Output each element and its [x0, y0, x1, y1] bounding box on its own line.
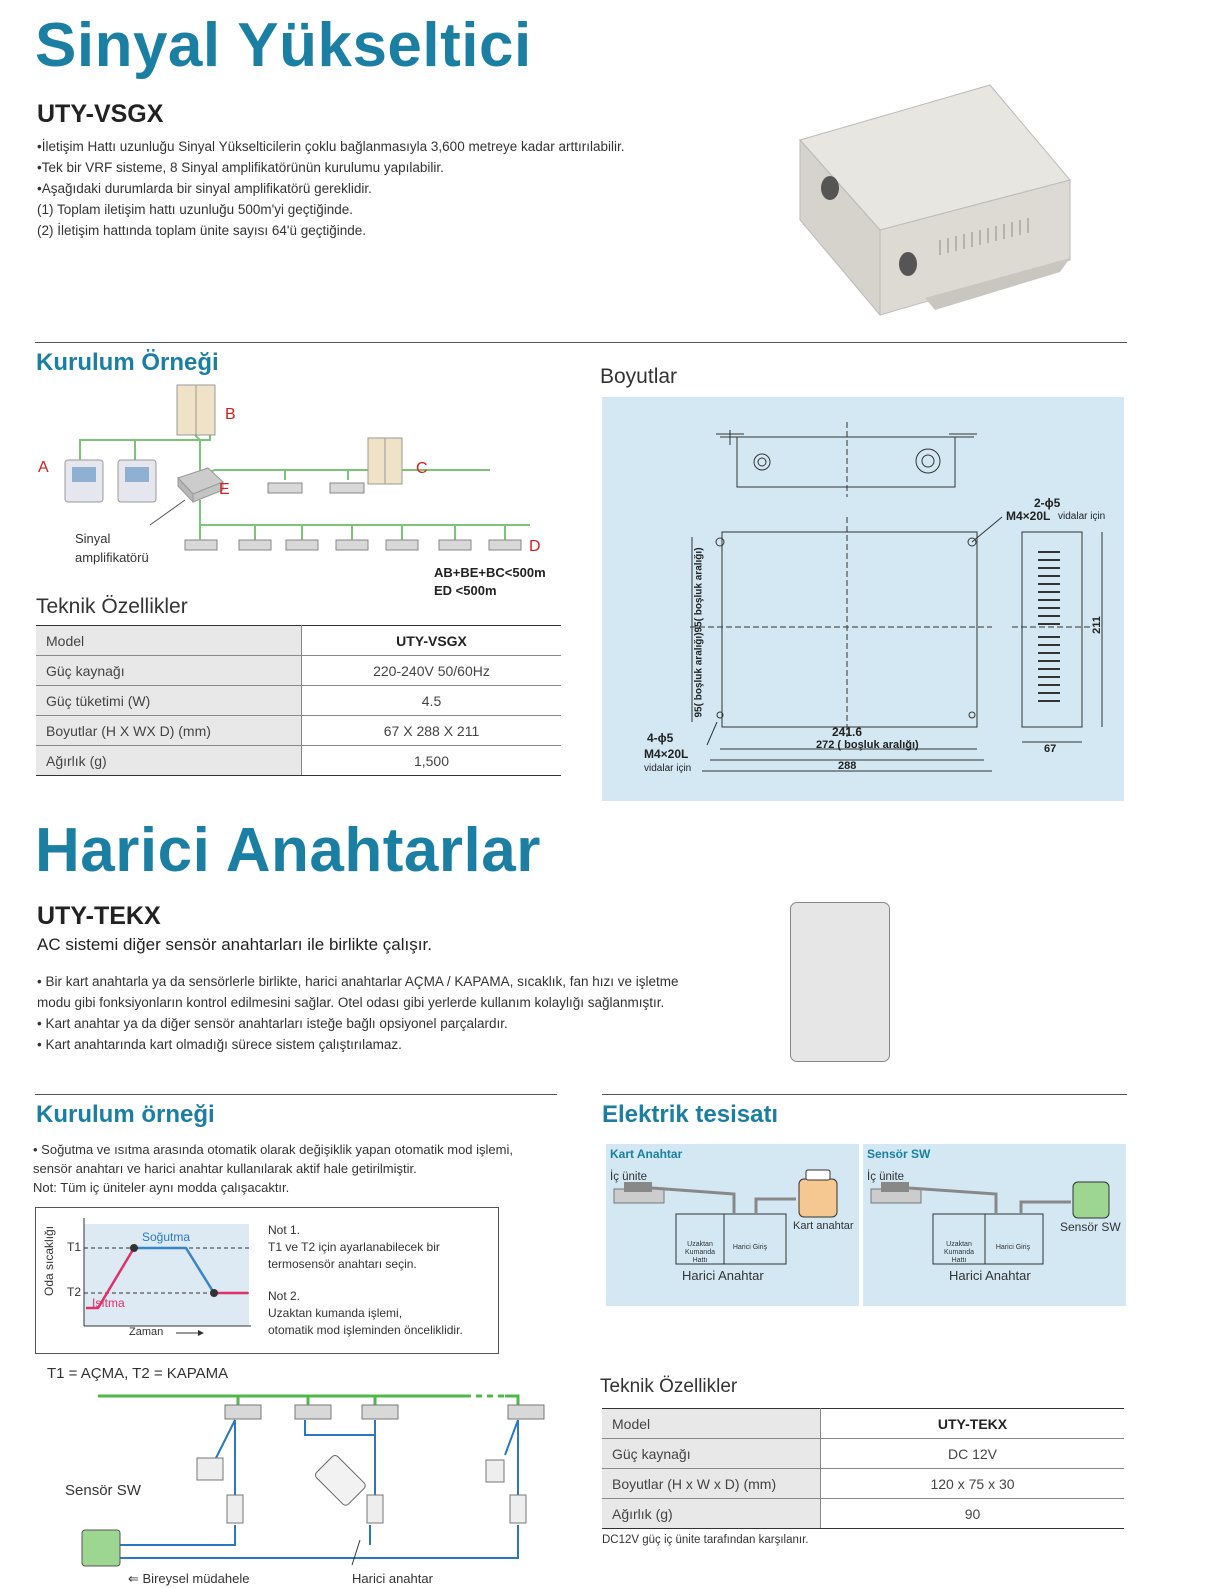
card-switch-title: Kart Anahtar	[610, 1147, 683, 1161]
list-item: •Tek bir VRF sisteme, 8 Sinyal amplifikatörünün kurulumu yapılabilir.	[37, 160, 444, 175]
graph-t2: T2	[67, 1285, 82, 1299]
graph-y-label: Oda sıcaklığı	[42, 1225, 56, 1296]
list-item: • Kart anahtarında kart olmadığı sürece sistem çalıştırılamaz.	[37, 1037, 402, 1052]
indoor-unit-label-2: İç ünite	[867, 1171, 905, 1183]
list-item: • Bir kart anahtarla ya da sensörlerle birlikte, harici anahtarlar AÇMA / KAPAMA, sıcaklık, fan hızı ve işletme	[37, 974, 679, 989]
list-item: •İletişim Hattı uzunluğu Sinyal Yükselticilerin çoklu bağlanmasıyla 3,600 metreye kadar arttırılabilir.	[37, 139, 625, 154]
label-b: B	[225, 406, 236, 423]
divider	[602, 1094, 1127, 1095]
dim-screw-bottom: M4×20L	[644, 747, 689, 761]
remote-line-box: Uzaktan Kumanda Hattı	[685, 1241, 715, 1264]
sensor-sw-wiring	[863, 1144, 1126, 1306]
switch-product-image	[790, 902, 890, 1062]
spec-title: Teknik Özellikler	[36, 595, 188, 618]
graph-x-label: Zaman	[129, 1326, 164, 1338]
dim-screw-bottom-note: vidalar için	[644, 763, 692, 774]
graph-t1: T1	[67, 1240, 82, 1254]
spec-table-2	[602, 1408, 1124, 1529]
list-item: modu gibi fonksiyonların kontrol edilmesini sağlar. Otel odası gibi yerlerde kullanım kolaylığı sağlanmıştır.	[37, 995, 665, 1010]
table-row: Güç kaynağı DC 12V	[602, 1439, 1124, 1469]
dim-width-3: 288	[838, 760, 857, 772]
graph-heat-label: Isıtma	[92, 1296, 125, 1310]
external-input-box-2: Harici Giriş	[995, 1244, 1031, 1251]
mode-graph-box	[35, 1207, 499, 1354]
label-d: D	[529, 538, 541, 555]
table-row: Model UTY-VSGX	[36, 626, 561, 656]
card-switch-wiring	[606, 1144, 859, 1306]
list-item: (2) İletişim hattında toplam ünite sayısı 64'ü geçtiğinde.	[37, 223, 367, 238]
table-row: Ağırlık (g) 90	[602, 1499, 1124, 1529]
indoor-unit-label: İç ünite	[610, 1171, 648, 1183]
external-switch-label-2: Harici Anahtar	[949, 1268, 1031, 1283]
dimensions-title: Boyutlar	[600, 365, 678, 388]
dimensions-drawing	[602, 397, 1124, 801]
table-row: Güç kaynağı 220-240V 50/60Hz	[36, 656, 561, 686]
remote-line-box-2: Uzaktan Kumanda Hattı	[944, 1241, 974, 1264]
dim-holes-bottom: 4-ϕ5	[647, 731, 674, 745]
sensor-sw-title: Sensör SW	[867, 1147, 931, 1161]
table-row: Boyutlar (H x W x D) (mm) 120 x 75 x 30	[602, 1469, 1124, 1499]
sensor-sw-label-2: Sensör SW	[1060, 1220, 1121, 1234]
label-a: A	[38, 459, 49, 476]
spec-title-2: Teknik Özellikler	[600, 1376, 738, 1397]
model-title-2: UTY-TEKX	[37, 902, 161, 930]
dim-height-1: 95( boşluk aralığı)	[693, 547, 705, 633]
dim-screw-top: M4×20L	[1006, 509, 1051, 523]
label-e: E	[219, 481, 230, 498]
dim-screw-top-note: vidalar için	[1058, 511, 1106, 522]
feature-list	[37, 136, 625, 241]
length-formula: AB+BE+BC<500m ED <500m	[434, 565, 546, 598]
section2-subtitle: AC sistemi diğer sensör anahtarları ile birlikte çalışır.	[37, 935, 432, 954]
dim-holes-top: 2-ϕ5	[1034, 496, 1061, 510]
divider	[35, 1094, 557, 1095]
amplifier-product-image	[790, 80, 1080, 320]
graph-note-1: Not 1. T1 ve T2 için ayarlanabilecek bir termosensör anahtarı seçin.	[268, 1223, 440, 1271]
outdoor-unit-c	[368, 438, 402, 484]
sensor-sw-label: Sensör SW	[65, 1482, 141, 1499]
individual-label: ⇐ Bireysel müdahele	[128, 1571, 250, 1586]
list-item: • Kart anahtar ya da diğer sensör anahtarları isteğe bağlı opsiyonel parçalardır.	[37, 1016, 508, 1031]
outdoor-unit-b	[177, 385, 215, 435]
card-switch-label: Kart anahtar	[793, 1220, 854, 1232]
electrical-title: Elektrik tesisatı	[602, 1101, 779, 1128]
install-example-title-2: Kurulum örneği	[36, 1101, 215, 1128]
graph-note-2: Not 2. Uzaktan kumanda işlemi, otomatik mod işleminden önceliklidir.	[268, 1289, 463, 1337]
dim-height-2: 95( boşluk aralığı)	[693, 632, 705, 718]
external-switch-label: Harici anahtar	[352, 1571, 433, 1586]
amplifier-label: Sinyal amplifikatörü	[75, 531, 149, 565]
spec-table	[36, 625, 561, 776]
table-row: Ağırlık (g) 1,500	[36, 746, 561, 776]
table-row: Güç tüketimi (W) 4.5	[36, 686, 561, 716]
dim-depth: 211	[1090, 616, 1103, 634]
table-row: Boyutlar (H X WX D) (mm) 67 X 288 X 211	[36, 716, 561, 746]
dim-width-1: 241.6	[832, 725, 863, 739]
section-title-external-switches: Harici Anahtarlar	[35, 816, 541, 885]
list-item: •Aşağıdaki durumlarda bir sinyal amplifikatörü gereklidir.	[37, 181, 372, 196]
feature-list-2	[37, 971, 679, 1055]
external-input-box: Harici Giriş	[732, 1244, 768, 1251]
dim-side-height: 67	[1044, 743, 1057, 755]
dim-width-2: 272 ( boşluk aralığı)	[816, 739, 919, 751]
table-row: Model UTY-TEKX	[602, 1409, 1124, 1439]
list-item: (1) Toplam iletişim hattı uzunluğu 500m'yi geçtiğinde.	[37, 202, 353, 217]
external-switch-label-1: Harici Anahtar	[682, 1268, 764, 1283]
page-title: Sinyal Yükseltici	[35, 11, 532, 80]
install-example-title: Kurulum Örneği	[36, 349, 219, 376]
model-title: UTY-VSGX	[37, 100, 164, 128]
spec-footnote: DC12V güç iç ünite tarafından karşılanır.	[602, 1534, 809, 1546]
t-line-label: T1 = AÇMA, T2 = KAPAMA	[47, 1365, 229, 1382]
divider	[35, 342, 1127, 343]
graph-cool-label: Soğutma	[142, 1230, 191, 1244]
label-c: C	[416, 460, 428, 477]
install-notes: • Soğutma ve ısıtma arasında otomatik olarak değişiklik yapan otomatik mod işlemi, sensör anahtarı ve harici anahtar kullanılarak aktif hale getirilmiştir. Not: Tüm iç üniteler aynı modda çalışacaktır.	[33, 1142, 513, 1195]
